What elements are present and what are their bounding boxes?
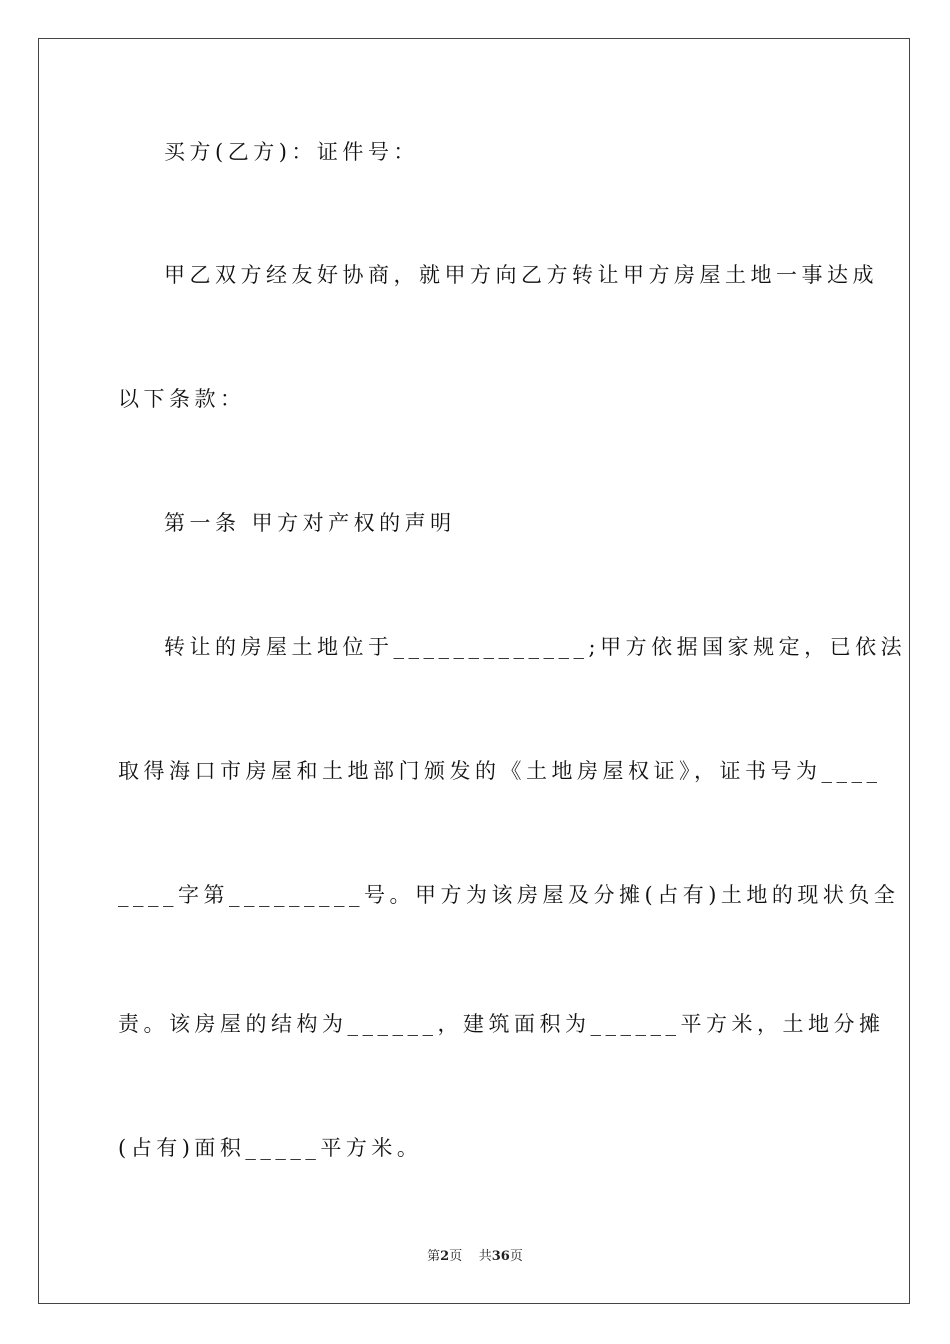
buyer-line: 买方(乙方)：证件号： (164, 140, 419, 164)
total-pages: 36 (491, 1249, 510, 1264)
paragraph-line: 以下条款： (118, 387, 246, 411)
page-prefix: 第 (427, 1249, 441, 1264)
paragraph-line: 甲乙双方经友好协商，就甲方向乙方转让甲方房屋土地一事达成 (164, 263, 878, 287)
paragraph-line: 责。该房屋的结构为______，建筑面积为______平方米，土地分摊 (118, 1012, 885, 1036)
total-prefix: 共 (478, 1249, 492, 1264)
paragraph-line: 转让的房屋土地位于_____________;甲方依据国家规定，已依法 (164, 635, 907, 659)
page-suffix: 页 (449, 1249, 463, 1264)
page-frame (38, 38, 910, 1304)
total-suffix: 页 (509, 1249, 523, 1264)
article-heading: 第一条 甲方对产权的声明 (164, 511, 456, 535)
page-number: 2 (440, 1249, 450, 1264)
paragraph-line: (占有)面积_____平方米。 (118, 1136, 423, 1160)
paragraph-line: 取得海口市房屋和土地部门颁发的《土地房屋权证》，证书号为____ (118, 759, 882, 783)
paragraph-line: ____字第_________号。甲方为该房屋及分摊(占有)土地的现状负全 (118, 883, 900, 907)
page-footer (0, 1248, 950, 1266)
